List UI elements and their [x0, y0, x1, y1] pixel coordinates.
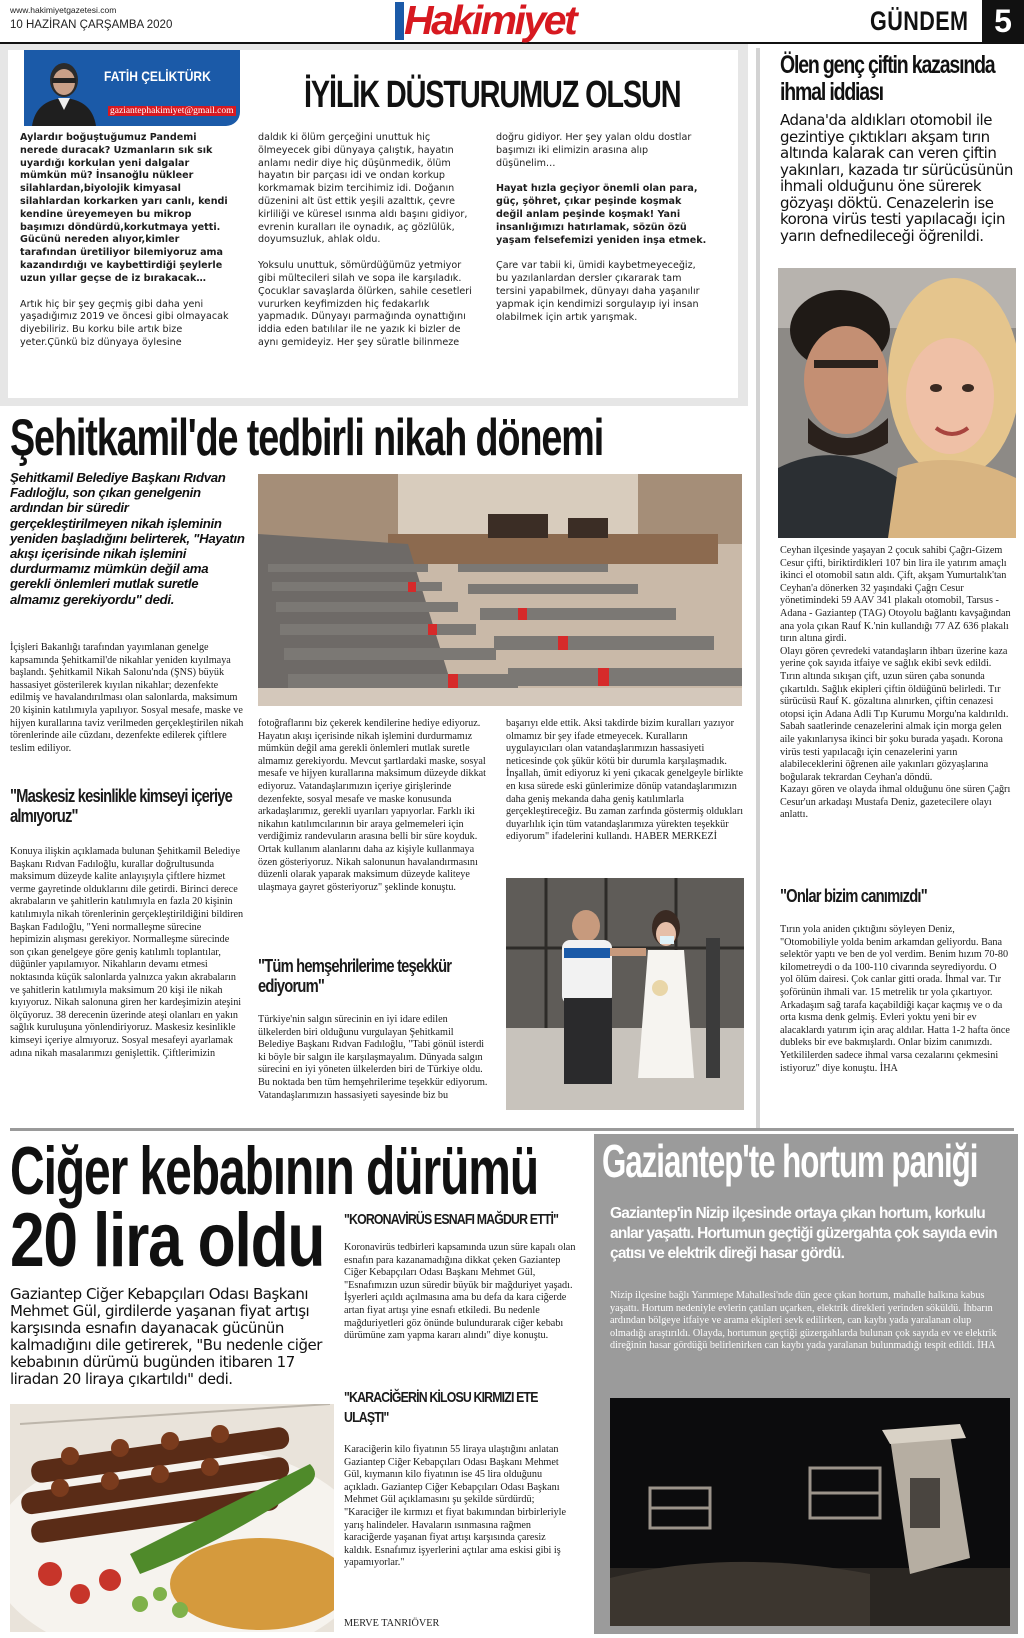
kebab-body1: Koronavirüs tedbirleri kapsamında uzun süre kapalı olan esnafın para kazanamadığına dikkat çeken Gaziantep Ciğer Kebapçıları Odası Başkanı Mehmet Gül, "Esnafımızın uzun süredir büyük bir mağduriyet yaşadı. İşyerleri açıldı açılmasına ama bu defa da kara ciğerde artan fiyat artışı yine esnafı etkiledi. Bu nedenle mağduriyetleri göz önünde bulundurarak ciğer kebabı dürümüne zam yapma kararı alındı" diye konuştu. — [344, 1242, 576, 1342]
right-story-body3: Kazayı gören ve olayda ihmal olduğunu öne süren Çağrı Cesur'un arkadaşı Mustafa Deniz, gazetecilere olayı anlattı. — [780, 784, 1011, 821]
right-story-subhead: "Onlar bizim canımızdı" — [780, 886, 927, 906]
kebab-plate-image — [10, 1404, 334, 1632]
nikah-col2-p1: fotoğraflarını biz çekerek kendilerine hediye ediyoruz. Hayatın akışı içerisinde nikah işlemini durdurmamız mümkün değil ama gerekli önlemleri mutlak suretle almamız gerekiyordu. Mevcut şartlardaki maske, sosyal mesafe ve hijyen kurallarına maksimum düzeyde dikkat ediyoruz. Vatandaşlarımızın içeriye girişlerinde dezenfekte, sosyal mesafe ve maske konusunda arkadaşlarımız, gerekli uyarıları yapıyorlar. Farklı iki nikahın katılımcılarının bir araya gelmemeleri için verdiğimiz randevuların arasına belli bir süre koyduk. Ortak kullanım alanlarını daha az kişiyle kullanmaya özen gösteriyoruz. Nikah salonunun havalandırmasını düzenli olarak yaparak maksimum düzeyde kaliteye ulaşmaya gayret gösteriyoruz" şeklinde konuştu. — [258, 718, 487, 893]
issue-date: 10 HAZİRAN ÇARŞAMBA 2020 — [10, 19, 173, 31]
kebab-headline-line1: Ciğer kebabının dürümü — [10, 1133, 539, 1209]
column-col2-p1: daldık ki ölüm gerçeğini unuttuk hiç ölmeyecek gibi dünyaya çalıştık, hayatın anlamı nedir diye hiç düşünmedik, ölüm hayatın bir parçası idi ve ondan korkup korkmamak bizim tercihimiz idi. Doğanın düzenini alt üst ettik yeşili azalttık, çevre kirliliği ve küresel ısınma aldı başını gidiyor, evrenin kuralları ile oynadık, aç gözlülük, doyumsuzluk, ahlak oldu. — [258, 132, 468, 246]
nikah-col3-p1: başarıyı elde ettik. Aksi takdirde bizim kuralları yazıyor olmamız bir şey ifade etmeyecek. Kuralların uygulayıcıları olan vatandaşlarımızın hassasiyeti neticesinde çok şükür kötü bir durumla karşılaşmadık. İnşallah, ümit ediyoruz ki yeni çıkacak genelgeyle birlikte en kısa sürede eski günlerimize dönüp vatandaşlarımızın daha geniş mekanda daha geniş katılımlarla gerçekleştireceğiz. Bu zaman zarfında göstermiş oldukları duyarlılık için tüm vatandaşlarımıza yürekten teşekkür ediyorum" ifadelerini kullandı. — [506, 718, 744, 843]
nikah-subhead1-text: "Maskesiz kesinlikle kimseyi içeriye almıyoruz" — [10, 786, 233, 826]
hortum-panel — [594, 1134, 1018, 1634]
column-col3-p2: Çare var tabii ki, ümidi kaybetmeyeceğiz, bu yazılanlardan dersler çıkararak tam tersini yapabilmek, dünyayı daha yaşanılır yapmak için kendimizi sorgulayıp iyi insan olabilmek için artık yarışmak. — [496, 260, 700, 323]
page-number: 5 — [994, 3, 1012, 39]
temperature-check-photo — [506, 878, 744, 1110]
author-box — [24, 50, 240, 126]
column-col1 — [20, 132, 230, 350]
author-name: FATİH ÇELİKTÜRK — [104, 68, 211, 84]
column-inner — [8, 50, 738, 398]
hortum-body: Nizip ilçesine bağlı Yarımtepe Mahallesi'nde dün gece çıkan hortum, mahalle halkına kabus yaşattı. Hortum nedeniyle evlerin çatıları uçarken, elektrik direkleri yerinden söküldü. İhbarın ardından bölgeye itfaiye ve arama ekipleri sevk edilirken, can kaybı yada yaralanan olup olmadığı araştırıldı. Olayda, hortumun geçtiği güzergahlarda bulunan çok sayıda ev ve elektrik direğinin hasar gördüğü belirlenirken can kaybı yada yaralanan bulunmadığı tespit edildi. İHA — [610, 1290, 997, 1352]
logo-wordmark: Hakimiyet — [404, 0, 576, 43]
kebab-lead: Gaziantep Ciğer Kebapçıları Odası Başkanı Mehmet Gül, girdilerde yaşanan fiyat artışı karşısında esnafın dayanacak gücünün kalmadığını dile getirerek, "Bu nedenle ciğer kebabının dürümü bugünden itibaren 17 liradan 20 liraya çıkartıldı" dedi. — [10, 1285, 322, 1388]
author-photo — [28, 52, 100, 126]
website-url[interactable]: www.hakimiyetgazetesi.com — [10, 5, 117, 15]
nikah-subhead1 — [10, 786, 240, 826]
couple-photo — [778, 268, 1016, 538]
storm-damage-image — [610, 1398, 1010, 1626]
nikah-col2-p2: Türkiye'nin salgın sürecinin en iyi idare edilen ülkelerden biri olduğunu vurgulayan Şehitkamil Belediye Başkanı Rıdvan Fadıloğlu, "Tabi gönül isterdi ki böyle bir salgın ile karşılaşmayalım. Dünyada salgın sürecini en iyi yöneten ülkelerden biri de Türkiye oldu. Bu noktada ben tüm hemşehrilerime teşekkür ediyorum. Vatandaşlarımızın hassasiyeti sayesinde biz bu — [258, 1014, 488, 1101]
author-email[interactable]: gaziantephakimiyet@gmail.com — [110, 106, 234, 116]
page-number-box — [982, 0, 1024, 42]
column-col1-text: Artık hiç bir şey geçmiş gibi daha yeni yaşadığımız 2019 ve öncesi gibi olmayacak diyebiliriz. Bu korku bile artık bize yeter.Çünkü biz dünyaya öylesine — [20, 298, 229, 348]
column-col3 — [496, 132, 708, 324]
wedding-hall-image — [258, 474, 742, 706]
kebab-subhead2-text: "KARACİĞERİN KİLOSU KIRMIZI ETE ULAŞTI" — [344, 1389, 538, 1426]
logo-flag-icon — [395, 2, 404, 40]
nikah-col1-p2: Konuya ilişkin açıklamada bulunan Şehitkamil Belediye Başkanı Rıdvan Fadıloğlu, kurallar doğrultusunda maksimum düzeyde kalite anlayışıyla çiftlere hizmet verme gayretinde olduklarını dile getirdi. Birinci derece akrabaların ve şahitlerin katılımıyla en fazla 20 kişinin katılımıyla nikah törenlerinin gerçekleştirildiğini bildiren Başkan Fadıloğlu, "Yeni normalleşme sürecine hepimizin alışması gerekiyor. Normalleşme sürecinde son çıkan genelgeye göre geniş katılımlı toplantılar, düğünler yapılamıyor. Nikahların devamı etmesi noktasında küçük salonlarda yalnızca yakın akrabaların ve şahitlerin katılımıyla maksimum 20 kişi ile nikah kıyıyoruz. Nikah salonuna giren her kardeşimizin ateşini ölçüyoruz. 38 derecenin üzerinde ateşi olanları en yakın sağlık kuruluşuna yönlendiriyoruz. Maskesiz kesinlikle kimseyi içeriye almıyoruz. Sosyal mesafeyi ayarlamak adına nikah masalarımızı genişlettik. Çiftlerimizin — [10, 846, 244, 1059]
nikah-subhead2-text: "Tüm hemşehrilerime teşekkür ediyorum" — [258, 956, 452, 996]
hortum-lead: Gaziantep'in Nizip ilçesinde ortaya çıkan hortum, korkulu anlar yaşattı. Hortumun geçtiği güzergahta çok sayıda evin çatısı ve elektrik direği hasar gördü. — [610, 1205, 997, 1262]
kebab-byline: MERVE TANRIÖVER — [344, 1618, 440, 1629]
right-story-body4: Tırın yola aniden çıktığını söyleyen Deniz, "Otomobiliyle yolda benim arkamdan geliyordu. Bana selektör yaptı ve ben de yol verdim. Benim hızım 70-80 kilometreydi o da 100-110 civarında seyrediyordu. O yol ölüm dairesi. Çok canlar gitti orada. İhmal var. Tır şoförünün ihmali var. 15 metrelik tır yola çıkartıyor. Arkadaşım sağ tarafa kaçabildiği kaçar kaçmış ve o da orta kısma denk gelmiş. Evleri yoktu yeni bir ev alacaklardı yatırım için araç aldılar. Hatta 1-2 hafta önce dubleks bir eve bakmışlardı. Onlar bizim canımızdı. Yetkililerden sadece ihmal varsa cezalarını çekmesini istiyoruz" diye konuştu. İHA — [780, 924, 1010, 1074]
kebab-subhead2 — [344, 1388, 565, 1428]
right-story-body2: Olayı gören çevredeki vatandaşların ihbarı üzerine kaza yerine çok sayıda itfaiye ve sağlık ekibi sevk edildi. Tırın altında sıkışan çift, uzun süren çaba sonunda çıkartıldı. Sağlık ekipleri çiftin öldüğünü belirledi. Tır sürücüsü Rauf K. gözaltına alınırken, çiftin cenazesi otopsi için Adana Adli Tıp Kurumu Morgu'na kaldırıldı. Sabah saatlerinde cenazelerini almak için morga gelen aile yakınlarıysa ikinci bir şoku burada yaşadı. Korona virüs testi yapılacağı için cenazelerini yarın alabileceklerini öğrenen aile yakınları gözyaşlarına boğularak tekrardan Ceyhan'a döndü. — [780, 645, 1009, 783]
kebab-headline-line2: 20 lira oldu — [10, 1198, 325, 1283]
section-title: GÜNDEM — [870, 6, 969, 36]
column-panel — [0, 44, 748, 406]
vertical-divider — [756, 48, 760, 1128]
masthead — [0, 0, 1024, 44]
hortum-headline: Gaziantep'te hortum paniği — [602, 1135, 978, 1187]
right-story-body1: Ceyhan ilçesinde yaşayan 2 çocuk sahibi Çağrı-Gizem Cesur çifti, biriktirdikleri 107 bin lira ile yatırım amaçlı ikinci el otomobil satın aldı. Çift, akşam Yumurtalık'tan Ceyhan'a dönerken 32 yaşındaki Çağrı Cesur yönetimindeki 59 AAV 341 plakalı otomobil, Tarsus - Adana - Gaziantep (TAG) Otoyolu bağlantı kavşağından ana yola çıkan Rauf K.'nin kullandığı 77 AZ 636 plakalı tırın altına girdi. — [780, 545, 1011, 645]
nikah-headline: Şehitkamil'de tedbirli nikah dönemi — [10, 409, 604, 467]
right-story-headline: Ölen genç çiftin kazasında ihmal iddiası — [780, 51, 995, 106]
nikah-subhead2 — [258, 956, 488, 996]
kebab-photo — [10, 1404, 334, 1632]
nikah-hall-photo — [258, 474, 742, 706]
temperature-check-image — [506, 878, 744, 1110]
nikah-lead: Şehitkamil Belediye Başkanı Rıdvan Fadıloğlu, son çıkan genelgenin ardından bir süredir gerçekleştirilmeyen nikah işleminin yeniden başladığını belirterek, "Hayatın akışı içerisinde nikah işlemini durdurmamız mümkün değil ama gerekli önlemleri mutlak suretle almamız gerekiyordu" dedi. — [10, 470, 245, 607]
hortum-photo — [610, 1398, 1010, 1626]
nikah-col3-agency: HABER MERKEZİ — [634, 831, 717, 843]
couple-photo-image — [778, 268, 1016, 538]
kebab-body2: Karaciğerin kilo fiyatının 55 liraya ulaştığını anlatan Gaziantep Ciğer Kebapçıları Odası Başkanı Mehmet Gül, kıymanın kilo fiyatının ise 45 lira olduğunu açıkladı. Gaziantep Ciğer Kebapçıları Odası Başkanı Mehmet Gül açıklamasını şu şekilde sürdürdü; "Karaciğer ile kırmızı et fiyat bakımından birbirleriyle yarış halindeler. Havaların ısınmasına rağmen karaciğerde yaşanan fiyat artışı karşısında çaresiz kaldık. Esnafımız işyerlerini açtılar ama eskisi gibi iş yapamıyorlar." — [344, 1444, 566, 1569]
column-col1-bold: Aylardır boğuştuğumuz Pandemi nerede duracak? Uzmanların sık sık uyardığı korkulan yeni dalgalar mümkün mü? İnsanoğlu nükleer silahlardan,biyolojik kimyasal silahlardan korkarken yarı canlı, kendi kendine üreyemeyen bu mikrop başımızı döndürdü,korkutmaya yetti. Gücünü nereden alıyor,kimler tarafından üretiliyor bilemiyoruz ama kazandırdığı ve kaybettirdiği şeylerle uzun yıllar geçse de iz bırakacak… — [20, 132, 228, 284]
right-story-body — [780, 545, 1012, 822]
section-separator — [10, 1128, 1014, 1131]
column-title: İYİLİK DÜSTURUMUZ OLSUN — [304, 74, 681, 116]
author-silhouette-icon — [28, 52, 100, 126]
column-col3-p1: doğru gidiyor. Her şey yalan oldu dostlar başımızı iki elimizin arasına alıp düşünelim… — [496, 132, 692, 169]
kebab-subhead1: "KORONAVİRÜS ESNAFI MAĞDUR ETTİ" — [344, 1211, 559, 1228]
column-col2-p2: Yoksulu unuttuk, sömürdüğümüz yetmiyor gibi mültecileri silah ve sopa ile karşıladık. Çocuklar savaşlarda ölürken, sahile cesetleri vururken keyfimizden hiç fedakarlık yapmadık. Dünyayı parmağında oynattığını iddia eden batılılar ile ne yazık ki bizler de aynı gemideyiz. Her şey süratle bilinmeze — [258, 260, 472, 348]
nikah-col1-p1: İçişleri Bakanlığı tarafından yayımlanan genelge kapsamında Şehitkamil'de nikahlar yeniden kıyılmaya başlandı. Şehitkamil Nikah Salonu'nda (ŞNS) büyük hassasiyet gösterilerek kıyılan nikahlar; dezenfekte edilmiş ve havalandırılması olan salonlarda, maksimum 20 kişinin katılımıyla yapılıyor. Sosyal mesafe, maske ve hijyen kurallarına taviz verilmeden gerçekleştirilen nikah törenlerinde aile cüzdanı, dezenfekte edilerek çiftlere teslim ediliyor. — [10, 642, 244, 754]
column-col3-bold: Hayat hızla geçiyor önemli olan para, güç, şöhret, çıkar peşinde koşmak değil anlam peşinde koşmak! Yani insanlığımızı hatırlamak, sözün özü yaşam felsefemizi yeniden inşa etmek. — [496, 183, 707, 246]
nikah-col3 — [506, 718, 744, 844]
right-story-lead: Adana'da aldıkları otomobil ile gezintiye çıktıkları akşam tırın altında kalarak can veren çiftin yakınları, kazada tır sürücüsünün ihmali olduğunu öne sürerek gözyaşı döktü. Cenazelerin ise korona virüs testi yapılacağı için yarın defnedileceği öğrenildi. — [780, 111, 1013, 245]
column-col2 — [258, 132, 478, 350]
newspaper-logo — [395, 0, 583, 42]
